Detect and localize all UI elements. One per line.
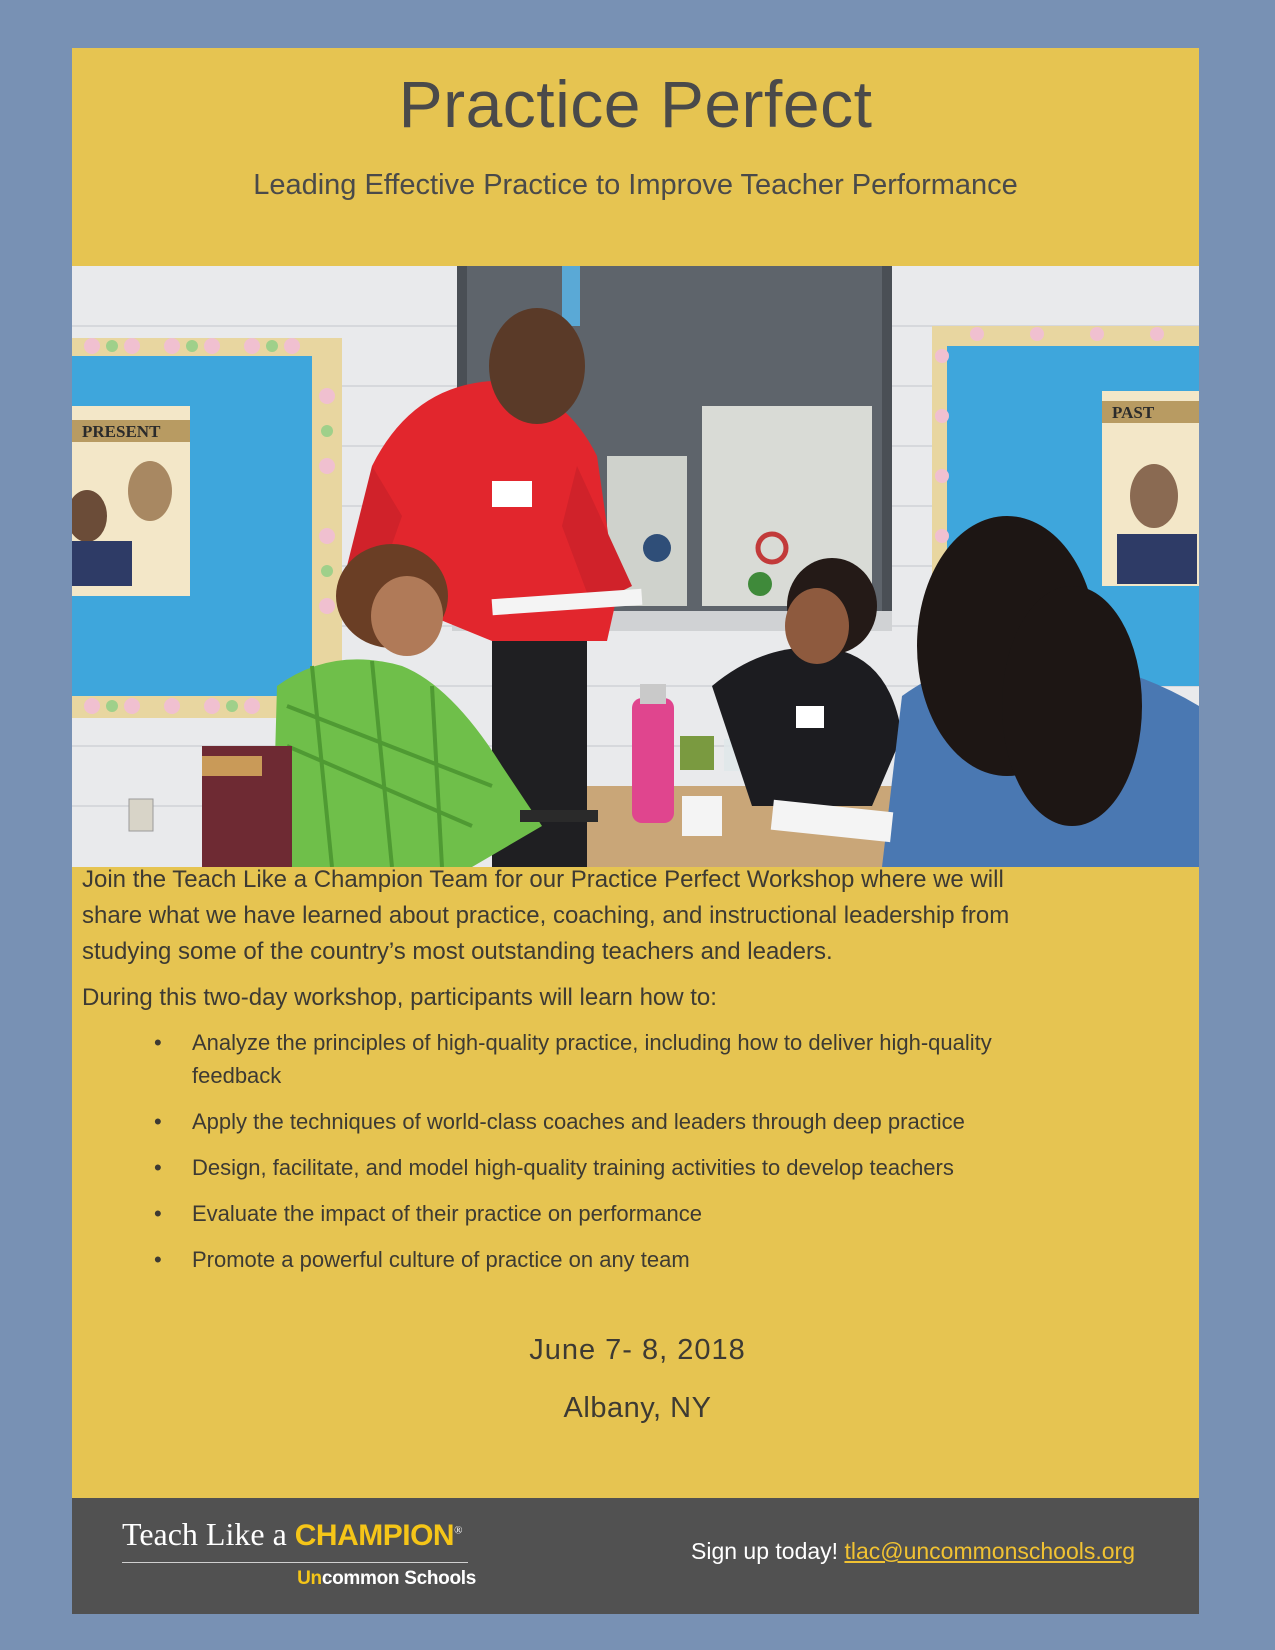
- learning-objectives-list: [82, 1026, 1022, 1276]
- workshop-photo: [72, 266, 1199, 867]
- flyer-panel: [72, 48, 1199, 1614]
- signup-line: [691, 1538, 1135, 1565]
- bullet-icon: •: [154, 1155, 162, 1180]
- logo-champion-text: CHAMPION: [294, 1519, 455, 1552]
- list-item-text: Analyze the principles of high-quality practice, including how to deliver high-quality feedback: [192, 1030, 992, 1088]
- tlac-logo: [122, 1516, 482, 1596]
- logo-main-text: Teach Like a: [122, 1516, 295, 1552]
- logo-divider: [122, 1562, 468, 1563]
- lead-paragraph: During this two-day workshop, participants will learn how to:: [82, 984, 717, 1011]
- intro-paragraph: Join the Teach Like a Champion Team for our Practice Perfect Workshop where we will share what we have learned about practice, coaching, and instructional leadership from studying some of the country’s most outstanding teachers and leaders.: [82, 866, 1010, 965]
- bullet-icon: •: [154, 1247, 162, 1272]
- list-item: [154, 1151, 1072, 1184]
- list-item: [154, 1026, 1072, 1092]
- signup-label: Sign up today!: [691, 1538, 845, 1564]
- list-item: [154, 1197, 1072, 1230]
- list-item: [154, 1243, 1072, 1276]
- list-item-text: Promote a powerful culture of practice on any team: [192, 1247, 690, 1272]
- poster-right-text: PAST: [1112, 403, 1155, 422]
- bullet-icon: •: [154, 1030, 162, 1055]
- logo-sub-rest: common Schools: [321, 1568, 476, 1589]
- list-item-text: Design, facilitate, and model high-quality training activities to develop teachers: [192, 1155, 954, 1180]
- flyer-subtitle: Leading Effective Practice to Improve Teacher Performance: [253, 169, 1018, 201]
- logo-sub-un: Un: [297, 1568, 322, 1589]
- list-item-text: Evaluate the impact of their practice on performance: [192, 1201, 702, 1226]
- bullet-icon: •: [154, 1201, 162, 1226]
- workshop-description: [82, 862, 1022, 1289]
- workshop-dates: June 7- 8, 2018: [529, 1334, 746, 1366]
- list-item-text: Apply the techniques of world-class coaches and leaders through deep practice: [192, 1109, 965, 1134]
- flyer-header: [72, 48, 1199, 266]
- flyer-title: Practice Perfect: [398, 67, 873, 141]
- bullet-icon: •: [154, 1109, 162, 1134]
- logo-registered-mark: ®: [454, 1524, 463, 1537]
- poster-left-text: PRESENT: [82, 422, 161, 441]
- logo-subtitle: [297, 1568, 476, 1590]
- workshop-location: Albany, NY: [563, 1392, 712, 1424]
- flyer-footer: [72, 1498, 1199, 1614]
- signup-email-link[interactable]: tlac@uncommonschools.org: [844, 1538, 1135, 1564]
- list-item: [154, 1105, 1072, 1138]
- logo-wordmark: [122, 1516, 462, 1553]
